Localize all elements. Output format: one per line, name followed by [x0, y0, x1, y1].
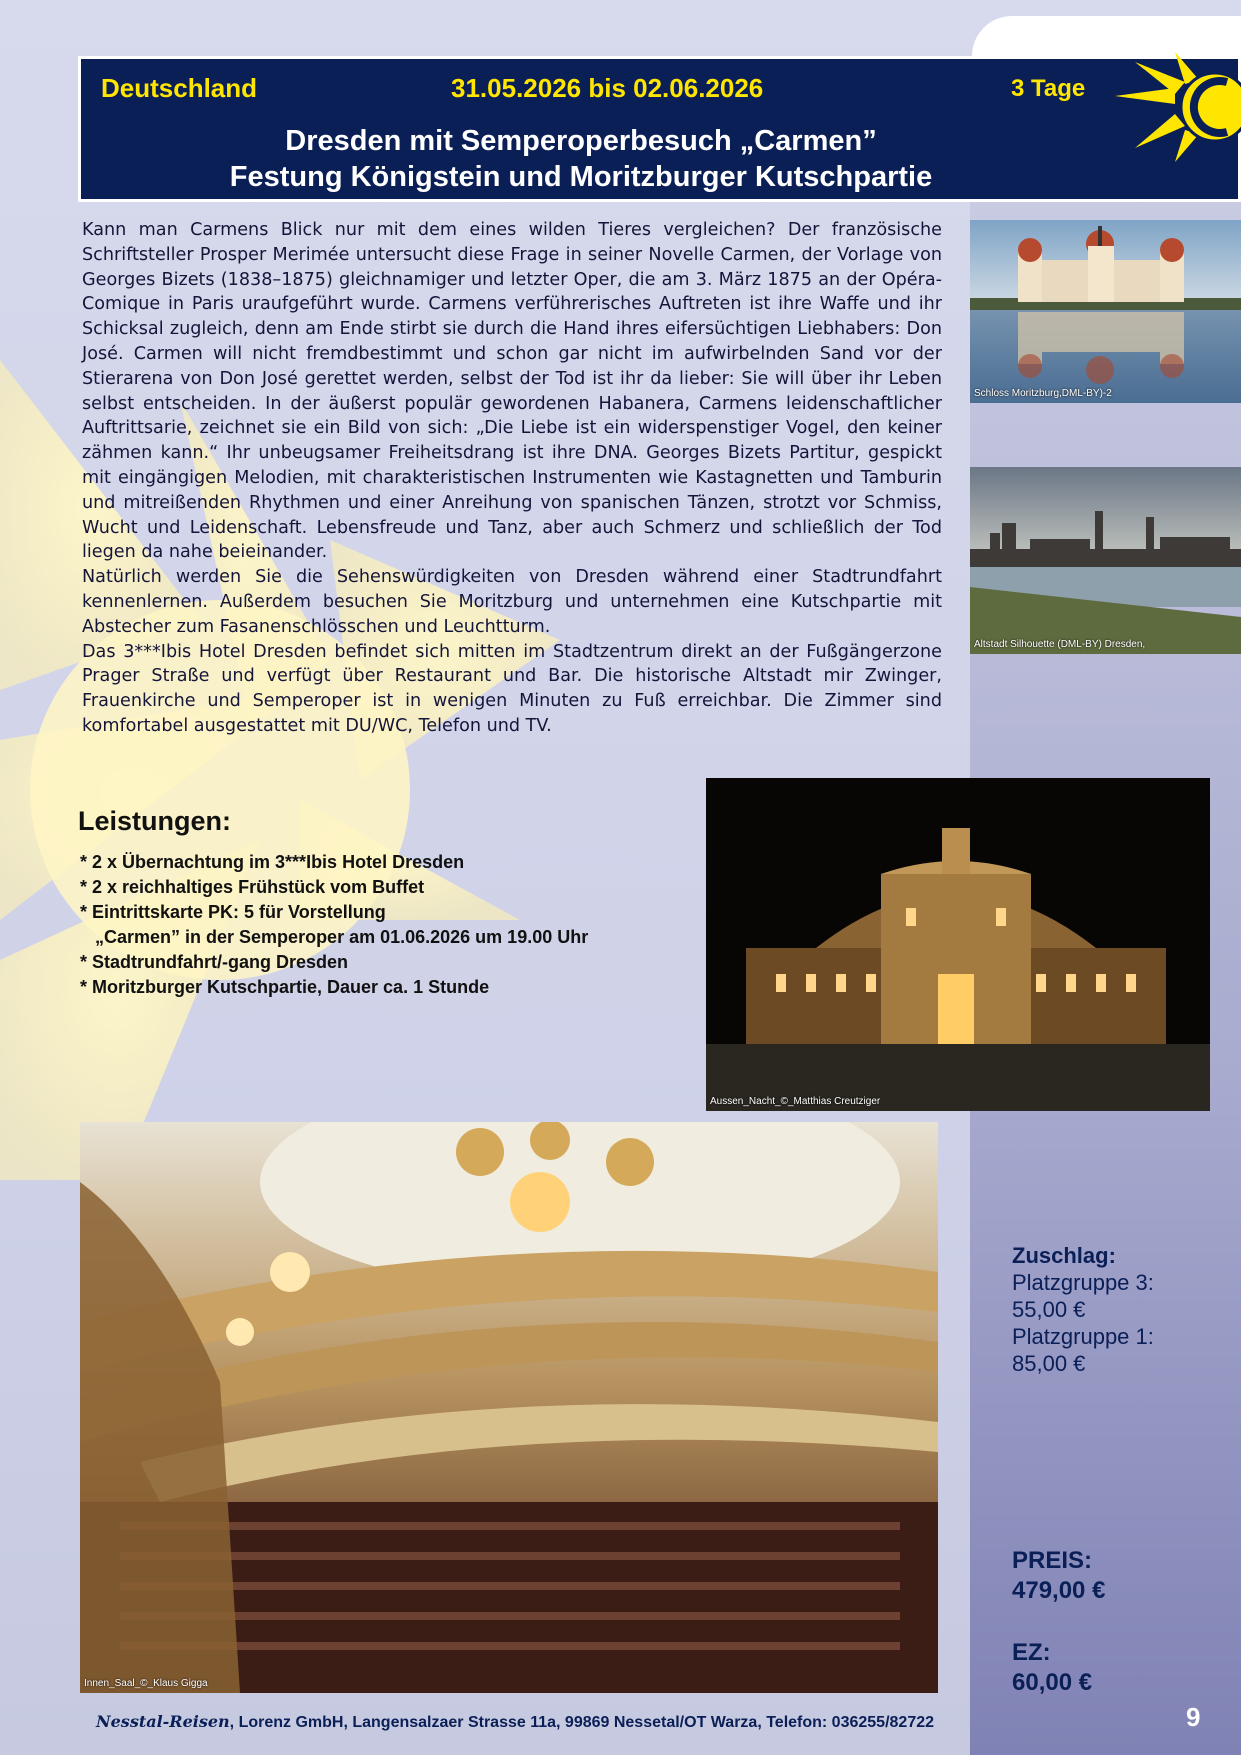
photo-opera-hall: [80, 1122, 938, 1693]
zuschlag-group1-price: 85,00 €: [1012, 1351, 1086, 1376]
photo-semperoper-night: [706, 778, 1210, 1111]
photo-caption-moritzburg: Schloss Moritzburg,DML-BY)-2: [974, 388, 1112, 399]
zuschlag-title: Zuschlag:: [1012, 1243, 1116, 1268]
leistungen-item: * Moritzburger Kutschpartie, Dauer ca. 1 Stunde: [80, 977, 490, 997]
tour-header: [78, 56, 1241, 202]
zuschlag-box: [1012, 1242, 1154, 1377]
footer-contact: [96, 1712, 934, 1732]
leistungen-item: „Carmen” in der Semperoper am 01.06.2026 um 19.00 Uhr: [80, 927, 589, 947]
moritzburg-illustration: [970, 220, 1241, 403]
footer-brand: Nesstal-Reisen: [96, 1712, 230, 1731]
leistungen-item: * 2 x reichhaltiges Frühstück vom Buffet: [80, 877, 425, 897]
single-room-box: [1012, 1638, 1092, 1698]
tour-dates: 31.05.2026 bis 02.06.2026: [451, 73, 764, 103]
sun-logo-icon: [1115, 52, 1241, 162]
intro-text: [82, 218, 942, 739]
photo-caption-semperoper: Aussen_Nacht_©_Matthias Creutziger: [710, 1096, 881, 1107]
single-room-label: EZ:: [1012, 1639, 1051, 1666]
price-box: [1012, 1546, 1105, 1606]
price-value: 479,00 €: [1012, 1577, 1106, 1604]
leistungen-item: * Eintrittskarte PK: 5 für Vorstellung: [80, 902, 386, 922]
leistungen-item: * Stadtrundfahrt/-gang Dresden: [80, 952, 349, 972]
photo-caption-saal: Innen_Saal_©_Klaus Gigga: [84, 1678, 208, 1689]
zuschlag-group3-label: Platzgruppe 3:: [1012, 1270, 1154, 1295]
footer-address: , Lorenz GmbH, Langensalzaer Strasse 11a, 99869 Nessetal/OT Warza, Telefon: 036255/82722: [229, 1714, 935, 1731]
zuschlag-group3-price: 55,00 €: [1012, 1297, 1086, 1322]
zuschlag-group1-label: Platzgruppe 1:: [1012, 1324, 1154, 1349]
leistungen-heading: Leistungen:: [78, 806, 231, 836]
tour-title-line2: Festung Königstein und Moritzburger Kutschpartie: [229, 161, 933, 193]
intro-paragraph-carmen: Kann man Carmens Blick nur mit dem eines wilden Tieres vergleichen? Der französische Schriftsteller Prosper Merimée untersucht diese Frage in seiner Novelle Carmen, der Vorlage von Georges Bizets (1838–1875) gleichnamiger und letzter Oper, die am 3. März 1875 an der Opéra- Comique in Paris uraufgeführt wurde. Carmens verführerisches Auftreten ist ihre Waffe und ihr Schicksal zugleich, denn am Ende stirbt sie durch die Hand ihres eifersüchtigen Liebhabers: Don José. Carmen will nicht fremdbestimmt und schon gar nicht im aufwirbelnden Sand vor der Stierarena von Don José gerettet werden, selbst der Tod ist ihr da lieber: Sie will über ihr Leben selbst entscheiden. In der äußerst populär gewordenen Habanera, Carmens leidenschaftlicher Auftrittsarie, zeichnet sie ein Bild von sich: „Die Liebe ist ein widerspenstiger Vogel, den keiner zähmen kann.“ Ihr unbeugsamer Freiheitsdrang ist ihre DNA. Georges Bizets Partitur, gespickt mit eingängigen Melodien, mit charakteristischen Instrumenten wie Kastagnetten und Tamburin und mitreißenden Rhythmen und einer Anreihung von spanischen Tänzen, strotzt vor Schmiss, Wucht und Leidenschaft. Lebensfreude und Tanz, aber auch Schmerz und schließlich der Tod liegen da nahe beieinander.: [82, 220, 942, 563]
semperoper-illustration: [706, 778, 1210, 1111]
tour-duration: 3 Tage: [1011, 75, 1086, 102]
single-room-value: 60,00 €: [1012, 1669, 1093, 1696]
tour-country: Deutschland: [101, 73, 258, 103]
altstadt-illustration: [970, 467, 1241, 654]
page-number: 9: [1186, 1702, 1201, 1732]
intro-paragraph-sightseeing: Natürlich werden Sie die Sehenswürdigkeiten von Dresden während einer Stadtrundfahrt kennenlernen. Außerdem besuchen Sie Moritzburg und unternehmen eine Kutschpartie mit Abstecher zum Fasanenschlösschen und Leuchtturm.: [82, 567, 942, 637]
leistungen-list: [80, 850, 588, 1000]
price-label: PREIS:: [1012, 1547, 1093, 1574]
photo-schloss-moritzburg: [970, 220, 1241, 403]
opera-hall-illustration: [80, 1122, 938, 1693]
leistungen-item: * 2 x Übernachtung im 3***Ibis Hotel Dresden: [80, 852, 465, 872]
photo-caption-altstadt: Altstadt Silhouette (DML-BY) Dresden,: [974, 639, 1146, 650]
photo-altstadt-silhouette: [970, 467, 1241, 654]
intro-paragraph-hotel: Das 3***Ibis Hotel Dresden befindet sich mitten im Stadtzentrum direkt an der Fußgängerzone Prager Straße und verfügt über Restaurant und Bar. Die historische Altstadt mir Zwinger, Frauenkirche und Semperoper ist in wenigen Minuten zu Fuß erreichbar. Die Zimmer sind komfortabel ausgestattet mit DU/WC, Telefon und TV.: [82, 641, 942, 736]
tour-title-line1: Dresden mit Semperoperbesuch „Carmen”: [285, 125, 877, 157]
